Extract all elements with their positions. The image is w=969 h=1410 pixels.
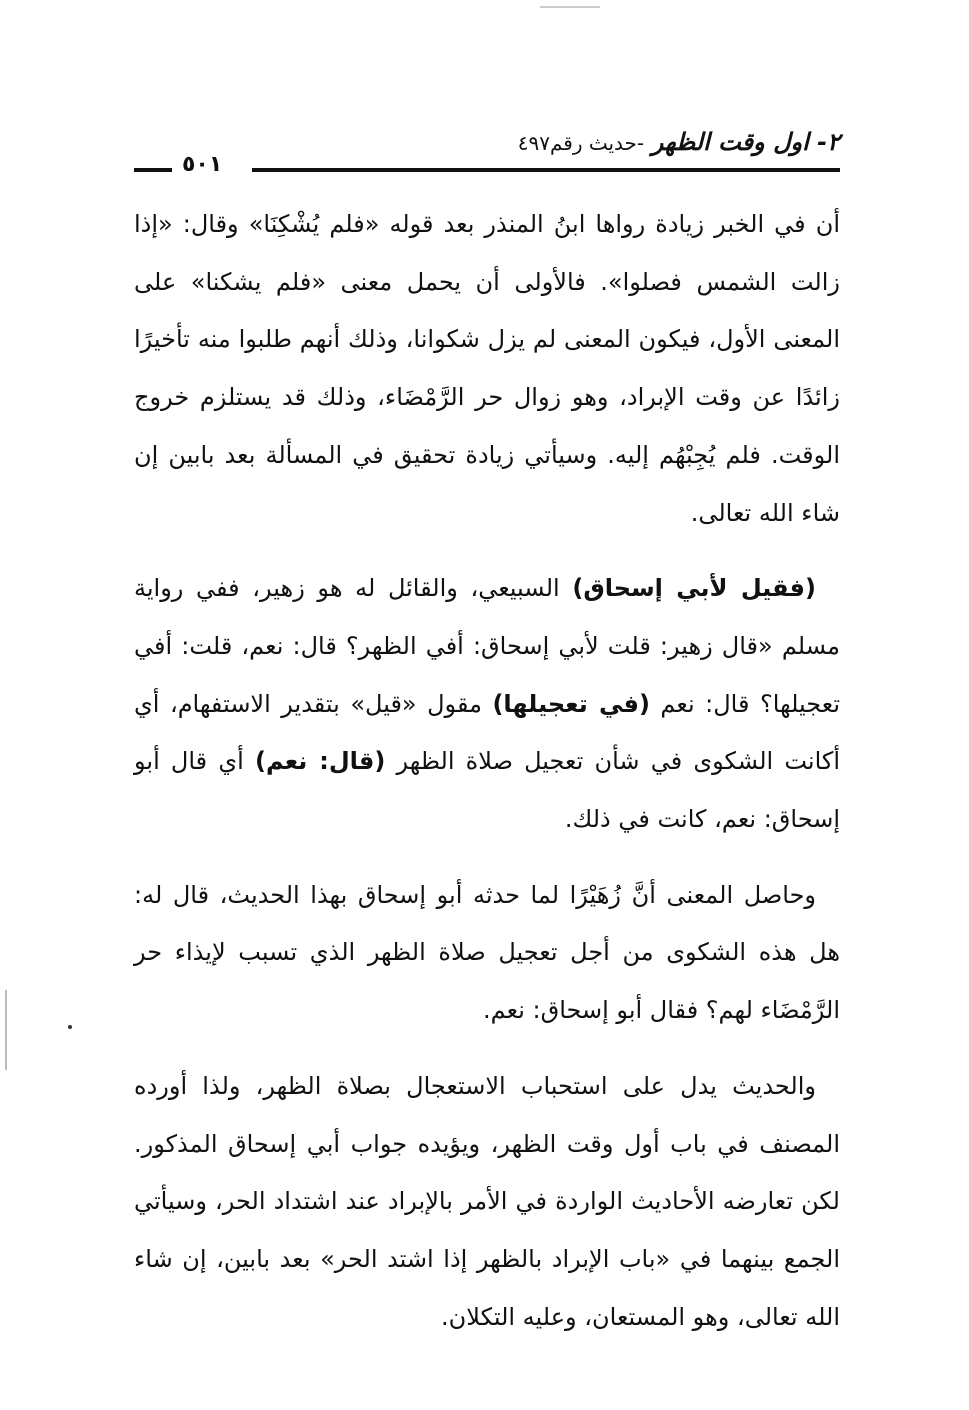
bold-quote: (فقيل لأبي إسحاق) xyxy=(572,574,816,603)
body-text xyxy=(134,196,840,1364)
paragraph-text: أن في الخبر زيادة رواها ابنُ المنذر بعد قوله «فلم يُشْكِنَا» وقال: «إذا زالت الشمس فصلوا». فالأولى أن يحمل معنى «فلم يشكنا» على المعنى الأول، فيكون المعنى لم يزل شكوانا، وذلك أنهم طلبوا منه تأخيرًا زائدًا عن وقت الإبراد، وهو زوال حر الرَّمْضَاء، وذلك قد يستلزم خروج الوقت. فلم يُجِبْهُم إليه. وسيأتي زيادة تحقيق في المسألة بعد بابين إن شاء الله تعالى. xyxy=(134,210,840,527)
header-rule xyxy=(252,168,840,172)
paragraph-2 xyxy=(134,560,840,849)
paragraph-text: والحديث يدل على استحباب الاستعجال بصلاة الظهر، ولذا أورده المصنف في باب أول وقت الظهر، ويؤيده جواب أبي إسحاق المذكور. لكن تعارضه الأحاديث الواردة في الأمر بالإبراد عند اشتداد الحر، وسيأتي الجمع بينهما في «باب الإبراد بالظهر إذا اشتد الحر» بعد بابين، إن شاء الله تعالى، وهو المستعان، وعليه التكلان. xyxy=(134,1071,840,1331)
scan-artifact-line xyxy=(540,6,600,8)
header-title xyxy=(518,128,840,156)
paragraph-text: مقول «قيل» بتقدير الاستفهام، أي أكانت الشكوى في شأن تعجيل صلاة الظهر xyxy=(134,689,841,776)
paragraph-text: وحاصل المعنى أنَّ زُهَيْرًا لما حدثه أبو إسحاق بهذا الحديث، قال له: هل هذه الشكوى من أجل تعجيل صلاة الظهر الذي تسبب لإيذاء حر الرَّمْضَاء لهم؟ فقال أبو إسحاق: نعم. xyxy=(134,880,840,1025)
paragraph-4 xyxy=(134,1058,840,1347)
scan-edge-line xyxy=(5,990,7,1070)
bold-quote: (في تعجيلها) xyxy=(492,689,650,718)
running-header xyxy=(134,128,840,188)
paragraph-text: السبيعي، والقائل له هو زهير، ففي رواية مسلم «قال زهير: قلت لأبي إسحاق: أفي الظهر؟ قال: نعم، قلت: أفي تعجيلها؟ قال: نعم xyxy=(134,574,841,718)
paragraph-1 xyxy=(134,196,840,542)
scan-dot xyxy=(68,1025,72,1029)
paragraph-text: أي قال أبو إسحاق: نعم، كانت في ذلك. xyxy=(134,747,840,834)
page-number-dash xyxy=(134,168,172,172)
paragraph-3 xyxy=(134,867,840,1040)
page-number: ٥٠١ xyxy=(182,152,223,177)
bold-quote: (قال: نعم) xyxy=(254,747,386,776)
hadith-number: -حديث رقم٤٩٧ xyxy=(517,131,645,155)
chapter-title: ٢- اول وقت الظهر xyxy=(651,128,840,156)
